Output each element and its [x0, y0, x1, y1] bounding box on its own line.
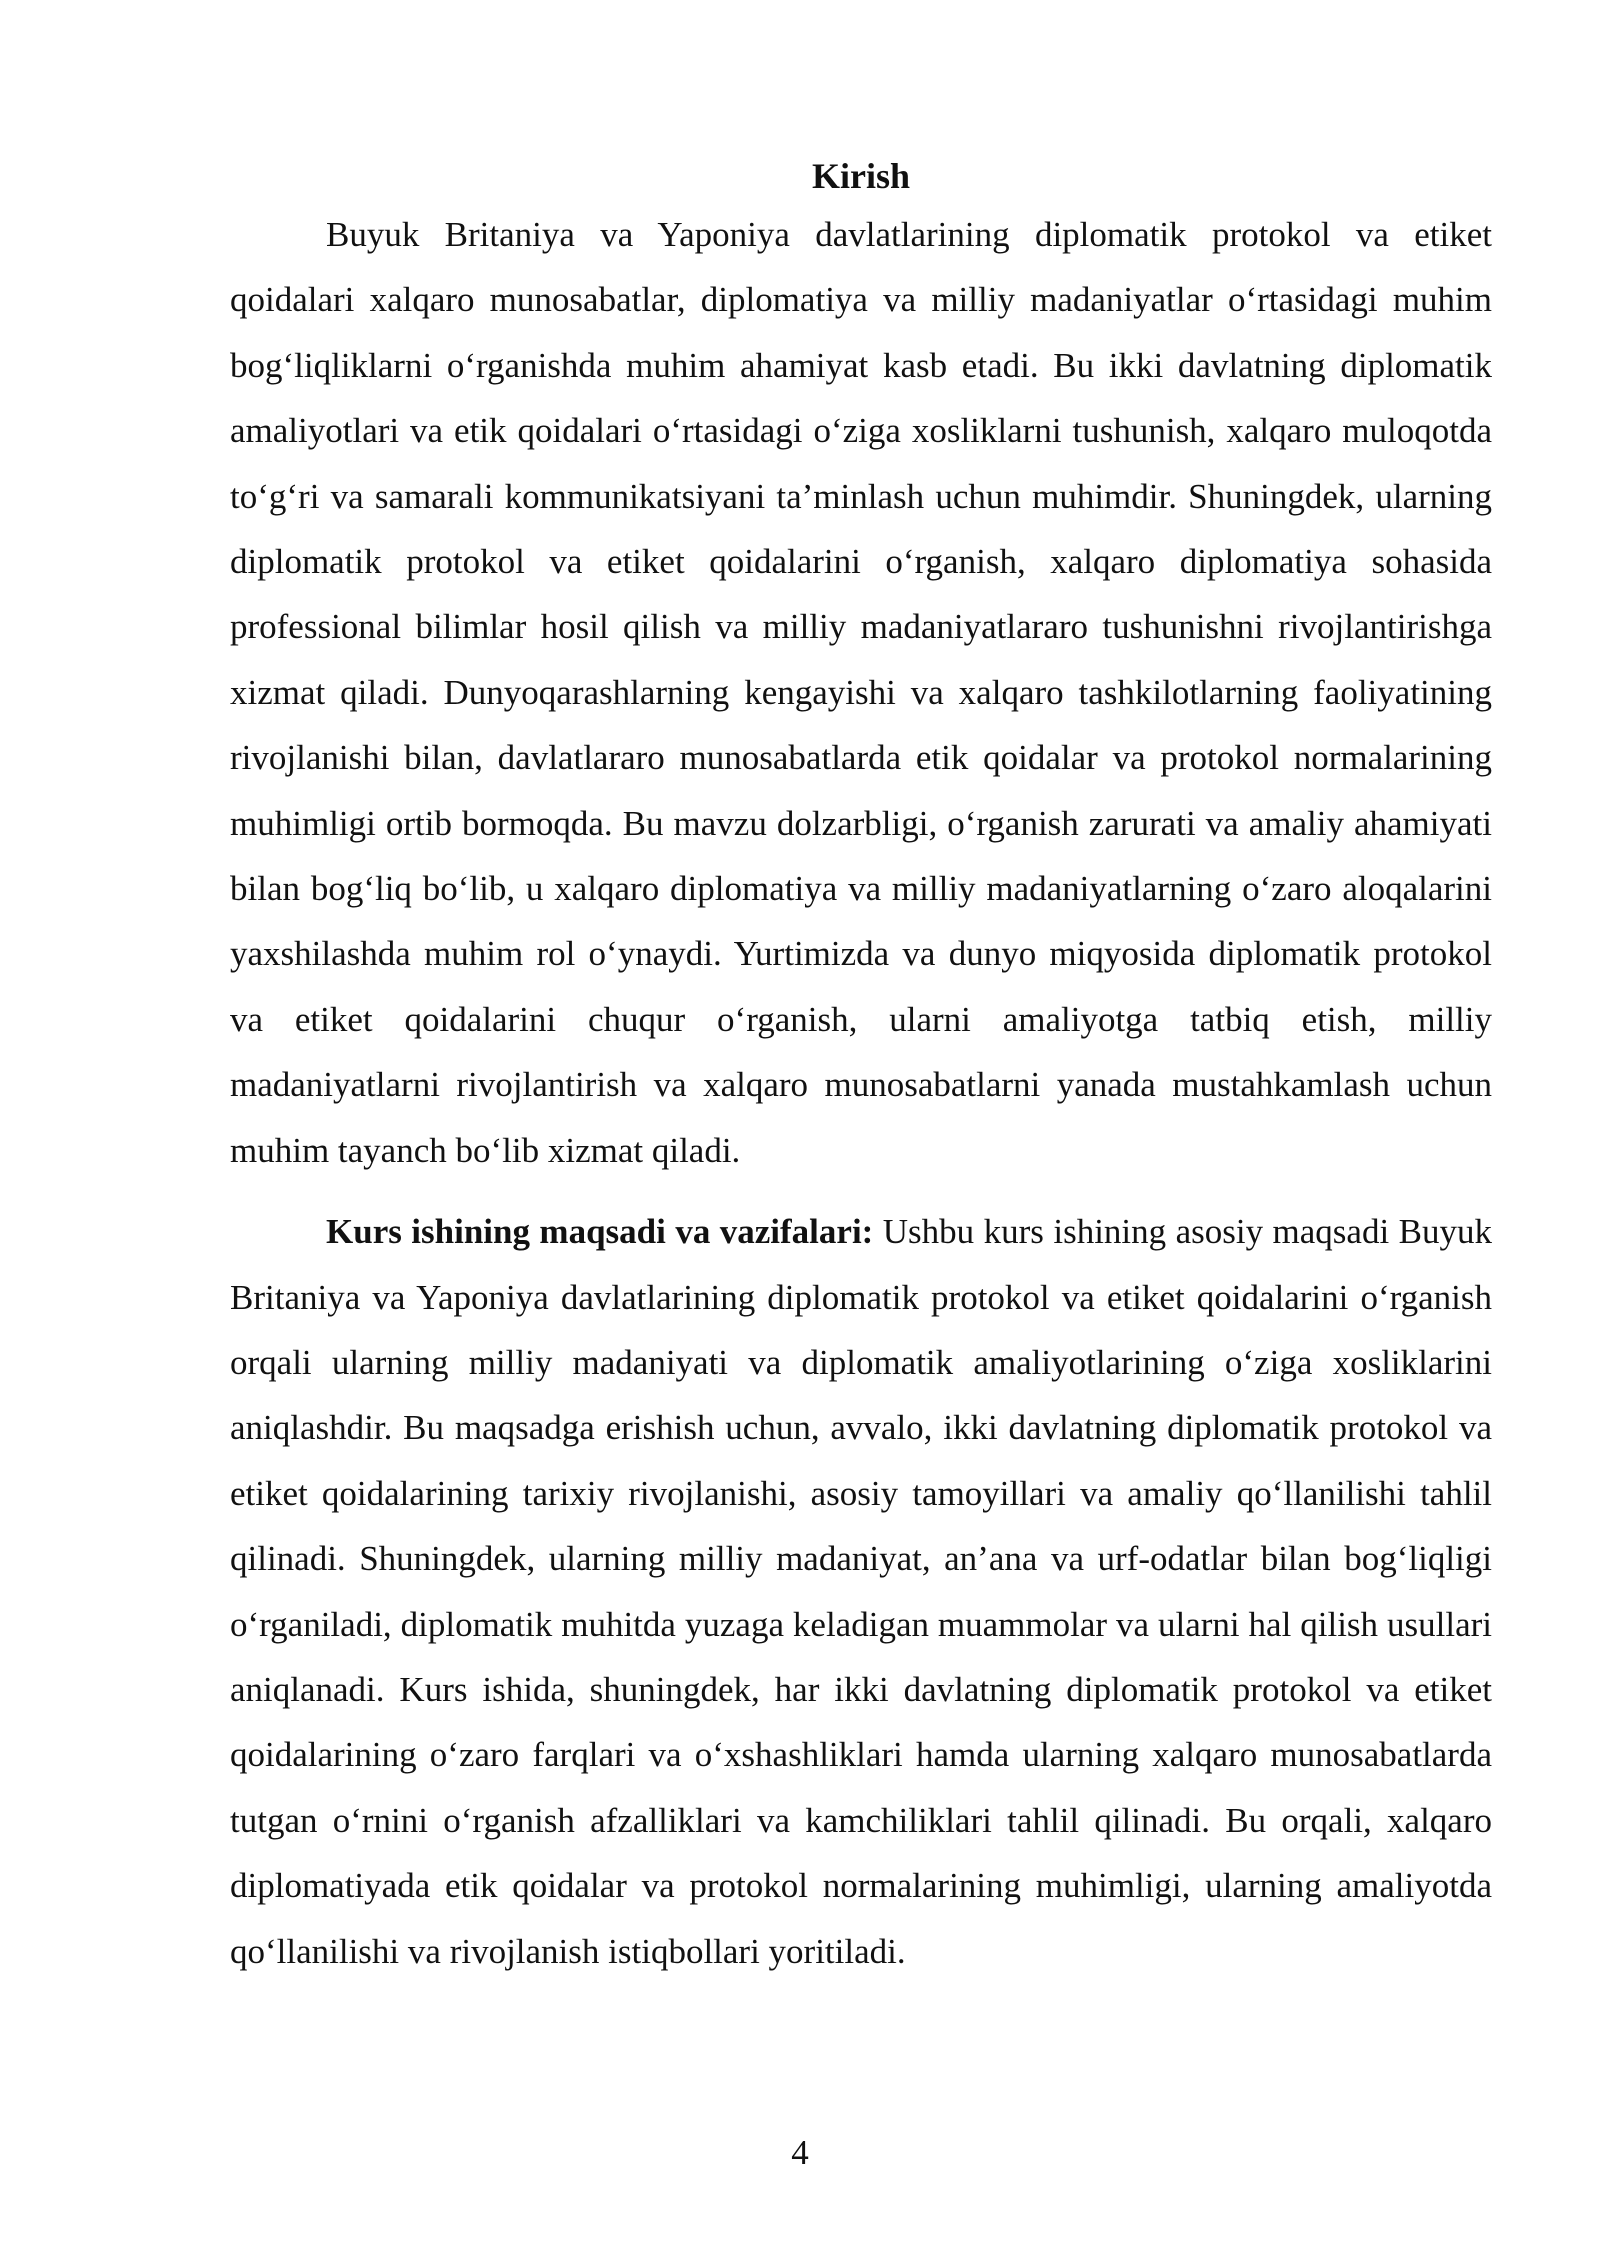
goals-paragraph: [230, 1199, 1492, 1984]
goals-lead-label: Kurs ishining maqsadi va vazifalari:: [326, 1212, 874, 1252]
section-heading: Kirish: [811, 156, 910, 196]
page-content: [230, 150, 1492, 1984]
goals-paragraph-body: Ushbu kurs ishining asosiy maqsadi Buyuk Britaniya va Yaponiya davlatlarining diplomatik protokol va etiket qoidalarini o‘rganish orqali ularning milliy madaniyati va diplomatik amaliyotlarining o‘ziga xosliklarini aniqlashdir. Bu maqsadga erishish uchun, avvalo, ikki davlatning diplomatik protokol va etiket qoidalarining tarixiy rivojlanishi, asosiy tamoyillari va amaliy qo‘llanilishi tahlil qilinadi. Shuningdek, ularning milliy madaniyat, an’ana va urf-odatlar bilan bog‘liqligi o‘rganiladi, diplomatik muhitda yuzaga keladigan muammolar va ularni hal qilish usullari aniqlanadi. Kurs ishida, shuningdek, har ikki davlatning diplomatik protokol va etiket qoidalarining o‘zaro farqlari va o‘xshashliklari hamda ularning xalqaro munosabatlarda tutgan o‘rnini o‘rganish afzalliklari va kamchiliklari tahlil qilinadi. Bu orqali, xalqaro diplomatiyada etik qoidalar va protokol normalarining muhimligi, ularning amaliyotda qo‘llanilishi va rivojlanish istiqbollari yoritiladi.: [230, 1212, 1492, 1971]
page-number: 4: [791, 2133, 809, 2172]
introduction-paragraph: Buyuk Britaniya va Yaponiya davlatlarining diplomatik protokol va etiket qoidalari xalqaro munosabatlar, diplomatiya va milliy madaniyatlar o‘rtasidagi muhim bog‘liqliklarni o‘rganishda muhim ahamiyat kasb etadi. Bu ikki davlatning diplomatik amaliyotlari va etik qoidalari o‘rtasidagi o‘ziga xosliklarni tushunish, xalqaro muloqotda to‘g‘ri va samarali kommunikatsiyani ta’minlash uchun muhimdir. Shuningdek, ularning diplomatik protokol va etiket qoidalarini o‘rganish, xalqaro diplomatiya sohasida professional bilimlar hosil qilish va milliy madaniyatlararo tushunishni rivojlantirishga xizmat qiladi. Dunyoqarashlarning kengayishi va xalqaro tashkilotlarning faoliyatining rivojlanishi bilan, davlatlararo munosabatlarda etik qoidalar va protokol normalarining muhimligi ortib bormoqda. Bu mavzu dolzarbligi, o‘rganish zarurati va amaliy ahamiyati bilan bog‘liq bo‘lib, u xalqaro diplomatiya va milliy madaniyatlarning o‘zaro aloqalarini yaxshilashda muhim rol o‘ynaydi. Yurtimizda va dunyo miqyosida diplomatik protokol va etiket qoidalarini chuqur o‘rganish, ularni amaliyotga tatbiq etish, milliy madaniyatlarni rivojlantirish va xalqaro munosabatlarni yanada mustahkamlash uchun muhim tayanch bo‘lib xizmat qiladi.: [230, 215, 1492, 1170]
